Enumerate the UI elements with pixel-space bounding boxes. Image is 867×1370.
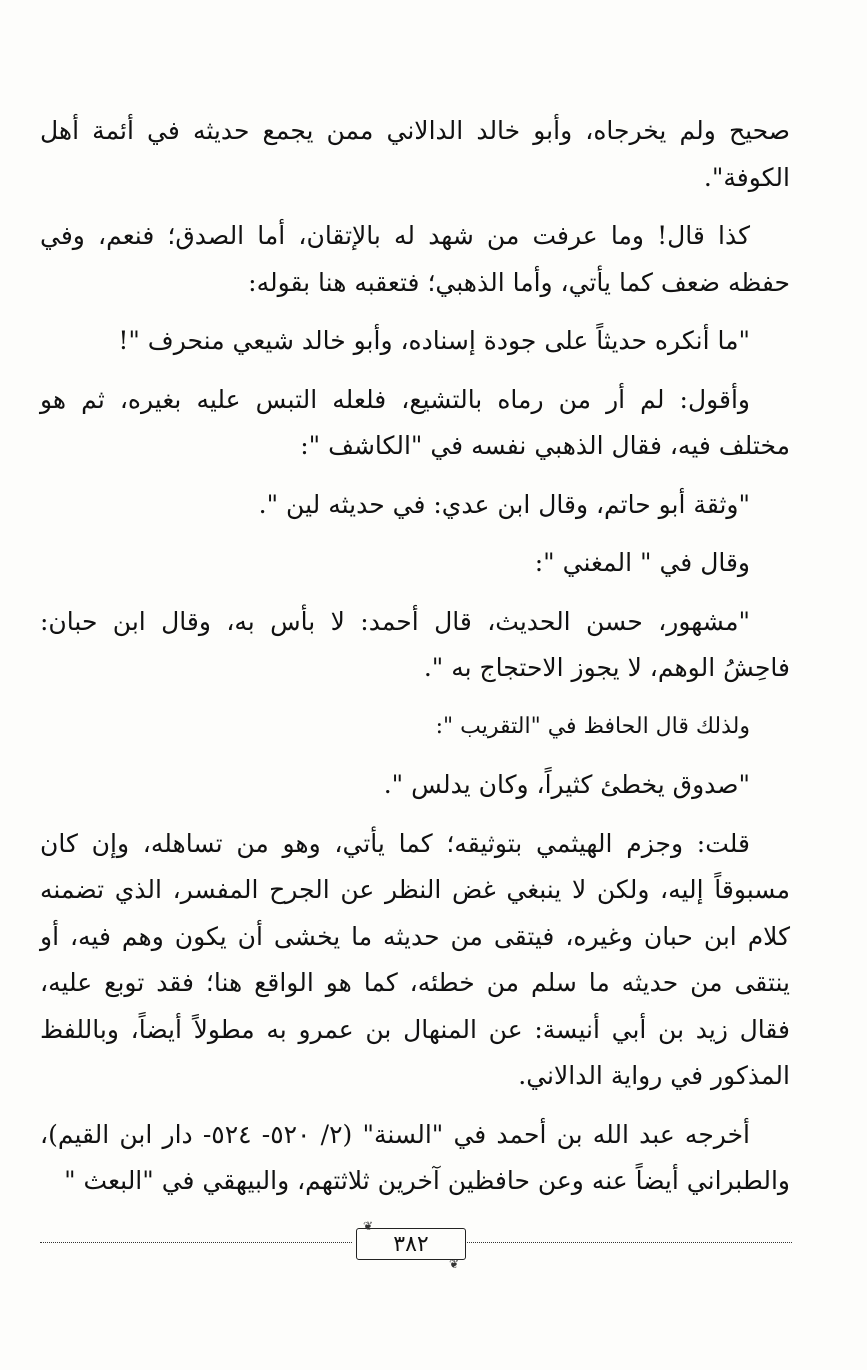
quotation: "صدوق يخطئ كثيراً، وكان يدلس ".: [383, 770, 750, 799]
paragraph: وأقول: لم أر من رماه بالتشيع، فلعله التبس عليه بغيره، ثم هو مختلف فيه، فقال الذهبي نفسه في "الكاشف ":: [40, 384, 790, 460]
page-number: ٣٨٢: [393, 1231, 429, 1257]
quotation: "وثقة أبو حاتم، وقال ابن عدي: في حديثه لين ".: [258, 489, 750, 519]
floral-ornament-icon: ❦: [363, 1219, 374, 1233]
paragraph: وقال في " المغني ":: [534, 548, 750, 577]
page-footer: [40, 1219, 792, 1271]
quotation: "مشهور، حسن الحديث، قال أحمد: لا بأس به، وقال ابن حبان: فاحِشُ الوهم، لا يجوز الاحتجاج به ".: [40, 606, 790, 682]
body-text: [40, 108, 790, 1217]
quotation: "ما أنكره حديثاً على جودة إسناده، وأبو خالد شيعي منحرف "!: [118, 326, 750, 355]
paragraph: ولذلك قال الحافظ في "التقريب ":: [435, 713, 750, 739]
floral-ornament-icon: ❦: [448, 1257, 459, 1271]
footer-dotted-rule: [40, 1242, 352, 1243]
paragraph: صحيح ولم يخرجاه، وأبو خالد الدالاني ممن يجمع حديثه في أئمة أهل الكوفة".: [40, 116, 790, 192]
paragraph: أخرجه عبد الله بن أحمد في "السنة" (٢/ ٥٢٠- ٥٢٤- دار ابن القيم)، والطبراني أيضاً عنه وعن حافظين آخرين ثلاثتهم، والبيهقي في "البعث ": [40, 1119, 790, 1195]
paragraph: كذا قال! وما عرفت من شهد له بالإتقان، أما الصدق؛ فنعم، وفي حفظه ضعف كما يأتي، وأما الذهبي؛ فتعقبه هنا بقوله:: [40, 221, 790, 297]
footer-dotted-rule: [462, 1242, 792, 1243]
paragraph: قلت: وجزم الهيثمي بتوثيقه؛ كما يأتي، وهو من تساهله، وإن كان مسبوقاً إليه، ولكن لا ينبغي غض النظر عن الجرح المفسر، الذي تضمنه كلام ابن حبان وغيره، فيتقى من حديثه ما يخشى أن يكون وهم فيه، أو ينتقى من حديثه ما سلم من خطئه، كما هو الواقع هنا؛ فقد توبع عليه، فقال زيد بن أبي أنيسة: عن المنهال بن عمرو به مطولاً أيضاً، وباللفظ المذكور في رواية الدالاني.: [40, 828, 790, 1090]
page-number-frame: [356, 1219, 466, 1271]
